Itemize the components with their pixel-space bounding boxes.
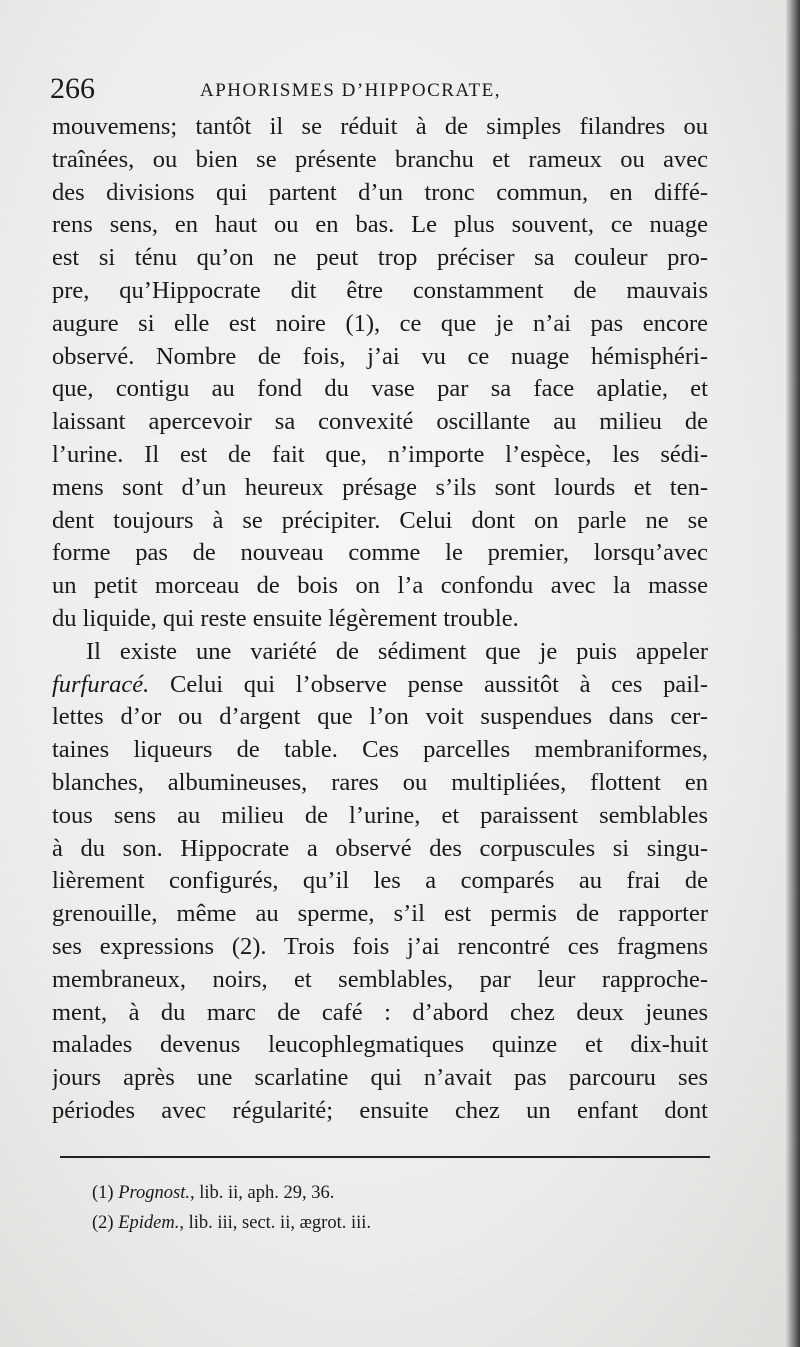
text-line: des divisions qui partent d’un tronc commun, en diffé- <box>52 178 708 206</box>
text-line: est si ténu qu’on ne peut trop préciser sa couleur pro- <box>52 244 708 272</box>
text-segment: Celui qui l’observe pense aussitôt à ces pail- <box>149 670 708 698</box>
text-line: périodes avec régularité; ensuite chez un enfant dont <box>52 1096 708 1124</box>
text-line: traînées, ou bien se présente branchu et rameux ou avec <box>52 145 708 173</box>
text-line-with-emphasis <box>52 669 708 702</box>
text-line: malades devenus leucophlegmatiques quinze et dix-huit <box>52 1031 708 1059</box>
text-line: jours après une scarlatine qui n’avait pas parcouru ses <box>52 1064 708 1092</box>
text-line: dent toujours à se précipiter. Celui dont on parle ne se <box>52 506 708 534</box>
text-line: l’urine. Il est de fait que, n’importe l’espèce, les sédi- <box>52 440 708 468</box>
text-line: lettes d’or ou d’argent que l’on voit suspendues dans cer- <box>52 703 708 731</box>
text-line: tous sens au milieu de l’urine, et paraissent semblables <box>52 801 708 829</box>
footnote-source: Prognost. <box>118 1183 190 1203</box>
footnote-mark: (1) <box>92 1183 114 1203</box>
text-line: laissant apercevoir sa convexité oscillante au milieu de <box>52 408 708 436</box>
text-line: blanches, albumineuses, rares ou multipliées, flottent en <box>52 768 708 796</box>
text-line: observé. Nombre de fois, j’ai vu ce nuage hémisphéri- <box>52 342 708 370</box>
text-line: membraneux, noirs, et semblables, par leur rapproche- <box>52 965 708 993</box>
text-line: lièrement configurés, qu’il les a comparés au frai de <box>52 867 708 895</box>
text-line: rens sens, en haut ou en bas. Le plus souvent, ce nuage <box>52 211 708 239</box>
text-line: pre, qu’Hippocrate dit être constamment de mauvais <box>52 276 708 304</box>
text-line: taines liqueurs de table. Ces parcelles membraniformes, <box>52 736 708 764</box>
footnotes <box>92 1178 692 1238</box>
footnote-source: Epidem. <box>118 1213 180 1233</box>
text-line: grenouille, même au sperme, s’il est permis de rapporter <box>52 900 708 928</box>
footnote-rule <box>60 1156 710 1158</box>
footnote-text: , lib. iii, sect. ii, ægrot. iii. <box>179 1213 372 1233</box>
running-head: APHORISMES D’HIPPOCRATE, <box>200 80 501 101</box>
footnote-mark: (2) <box>92 1213 114 1233</box>
paragraph-first-line: Il existe une variété de sédiment que je puis appeler <box>86 637 708 665</box>
text-line: un petit morceau de bois on l’a confondu avec la masse <box>52 572 708 600</box>
page-header <box>50 72 750 112</box>
text-line: ses expressions (2). Trois fois j’ai rencontré ces fragmens <box>52 932 708 960</box>
text-line: mouvemens; tantôt il se réduit à de simples filandres ou <box>52 113 708 140</box>
text-line: ment, à du marc de café : d’abord chez deux jeunes <box>52 998 708 1026</box>
text-line: à du son. Hippocrate a observé des corpuscules si singu- <box>52 834 708 862</box>
footnote-2 <box>92 1208 692 1238</box>
text-line: mens sont d’un heureux présage s’ils sont lourds et ten- <box>52 473 708 501</box>
page-number: 266 <box>50 72 95 105</box>
footnote-1 <box>92 1178 692 1208</box>
text-line: forme pas de nouveau comme le premier, lorsqu’avec <box>52 539 708 567</box>
body-text <box>52 111 708 1128</box>
text-line: augure si elle est noire (1), ce que je n’ai pas encore <box>52 309 708 337</box>
footnote-text: , lib. ii, aph. 29, 36. <box>189 1183 335 1203</box>
text-line: que, contigu au fond du vase par sa face aplatie, et <box>52 375 708 403</box>
text-line: du liquide, qui reste ensuite légèrement trouble. <box>52 604 519 632</box>
page-edge-shadow <box>786 0 800 1347</box>
emphasized-term: furfuracé. <box>52 670 150 698</box>
